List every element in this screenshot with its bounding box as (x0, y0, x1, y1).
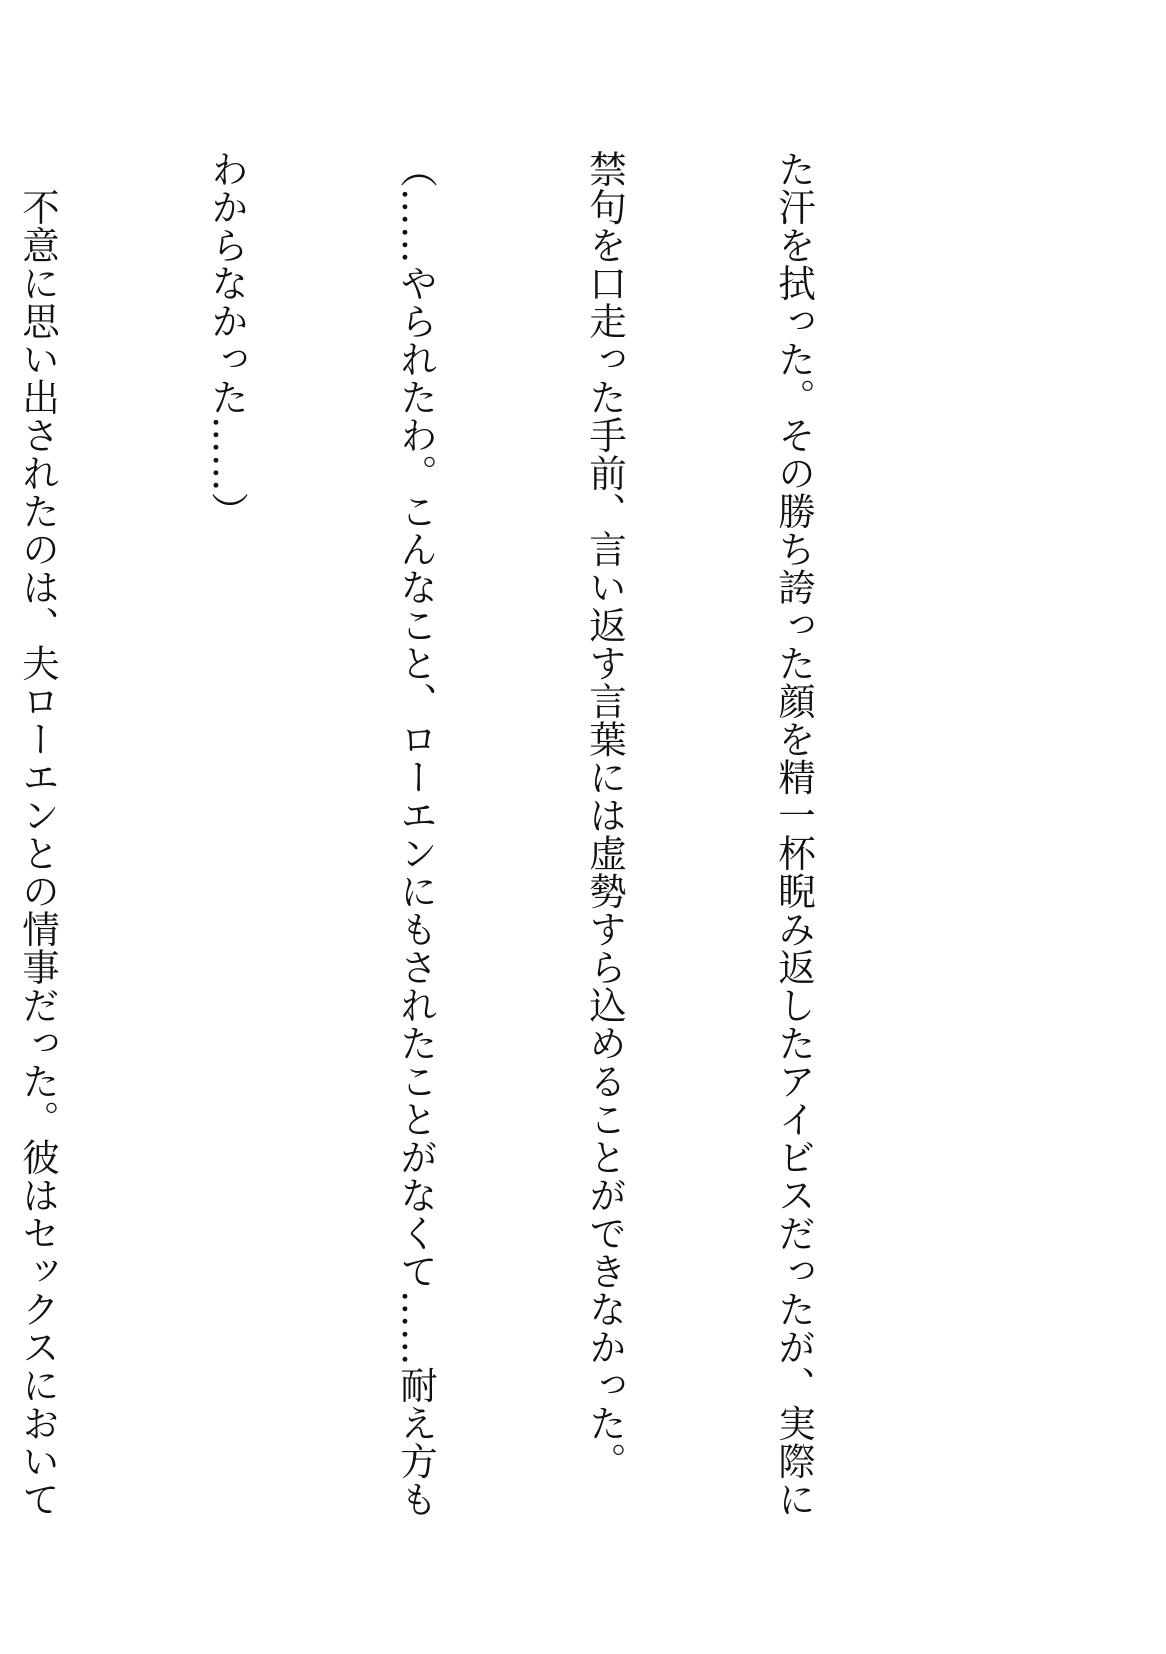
text-line: 禁句を口走った手前、言い返す言葉には虚勢すら込めることができなかった。 (583, 150, 627, 1480)
text-line: た汗を拭った。その勝ち誇った顔を精一杯睨み返したアイビスだったが、実際に (772, 150, 816, 1518)
text-line: （……やられたわ。こんなこと、ローエンにもされたことがなくて……耐え方も (394, 150, 438, 1518)
text-line: わからなかった……） (205, 150, 249, 530)
vertical-text-body (0, 150, 951, 1518)
text-line: 不意に思い出されたのは、夫ローエンとの情事だった。彼はセックスにおいて (16, 150, 60, 1518)
